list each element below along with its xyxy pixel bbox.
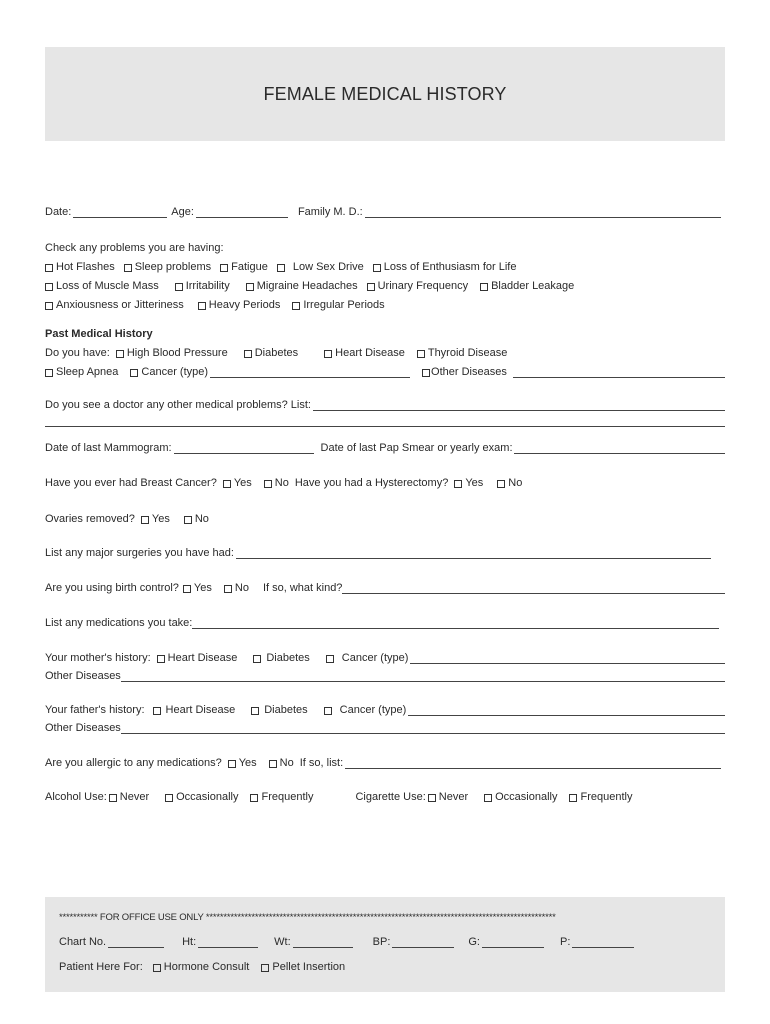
- breast-cancer-question: Have you ever had Breast Cancer?: [45, 477, 217, 489]
- bp-field[interactable]: [392, 936, 454, 948]
- checkbox-mother-cancer[interactable]: Cancer (type): [326, 651, 409, 666]
- checkbox-ovaries-yes[interactable]: Yes: [141, 512, 170, 527]
- checkbox-thyroid-disease[interactable]: Thyroid Disease: [417, 346, 507, 361]
- checkbox-breast-cancer-no[interactable]: No: [264, 476, 289, 491]
- checkbox-icon[interactable]: [417, 350, 425, 358]
- checkbox-mother-heart-disease[interactable]: Heart Disease: [157, 651, 238, 666]
- checkbox-icon[interactable]: [183, 585, 191, 593]
- pap-date-field[interactable]: [514, 442, 725, 454]
- checkbox-icon[interactable]: [261, 964, 269, 972]
- checkbox-icon[interactable]: [326, 655, 334, 663]
- mother-history-label: Your mother's history:: [45, 652, 151, 664]
- checkbox-icon[interactable]: [269, 760, 277, 768]
- mother-history-row: [45, 651, 725, 666]
- checkbox-bladder-leakage[interactable]: Bladder Leakage: [480, 279, 574, 294]
- checkbox-low-sex-drive[interactable]: Low Sex Drive: [277, 260, 364, 275]
- checkbox-urinary-frequency[interactable]: Urinary Frequency: [367, 279, 468, 294]
- problems-prompt: Check any problems you are having:: [45, 242, 224, 254]
- checkbox-icon[interactable]: [45, 264, 53, 272]
- checkbox-icon[interactable]: [422, 369, 430, 377]
- checkbox-heavy-periods[interactable]: Heavy Periods: [198, 298, 281, 313]
- checkbox-icon[interactable]: [157, 655, 165, 663]
- checkbox-anxiousness[interactable]: Anxiousness or Jitteriness: [45, 298, 184, 313]
- checkbox-icon[interactable]: [324, 707, 332, 715]
- doctor-list-field[interactable]: [313, 399, 725, 411]
- mammogram-row: [45, 441, 725, 456]
- pap-label: Date of last Pap Smear or yearly exam:: [320, 442, 513, 454]
- ovaries-row: [45, 512, 725, 527]
- checkbox-icon[interactable]: [184, 516, 192, 524]
- father-other-row: [45, 721, 725, 736]
- age-field[interactable]: [196, 206, 288, 218]
- medications-field[interactable]: [192, 617, 719, 629]
- checkbox-loss-of-muscle-mass[interactable]: Loss of Muscle Mass: [45, 279, 159, 294]
- p-label: P:: [560, 936, 571, 948]
- ht-field[interactable]: [198, 936, 258, 948]
- past-row-2: [45, 365, 725, 380]
- checkbox-icon[interactable]: [175, 283, 183, 291]
- allergic-list-label: If so, list:: [299, 757, 344, 769]
- hysterectomy-question: Have you had a Hysterectomy?: [294, 477, 449, 489]
- age-label: Age:: [171, 206, 194, 218]
- surgeries-field[interactable]: [236, 547, 711, 559]
- checkbox-icon[interactable]: [220, 264, 228, 272]
- checkbox-icon[interactable]: [497, 480, 505, 488]
- wt-label: Wt:: [274, 936, 291, 948]
- office-use-box: [45, 897, 725, 992]
- medical-history-form: [45, 205, 725, 805]
- checkbox-allergic-yes[interactable]: Yes: [228, 756, 257, 771]
- checkbox-pellet-insertion[interactable]: Pellet Insertion: [261, 960, 345, 975]
- checkbox-other-diseases[interactable]: Other Diseases: [422, 365, 507, 380]
- checkbox-icon[interactable]: [480, 283, 488, 291]
- problems-row-2: [45, 279, 725, 294]
- checkbox-hysterectomy-no[interactable]: No: [497, 476, 522, 491]
- checkbox-icon[interactable]: [324, 350, 332, 358]
- birth-control-row: [45, 581, 725, 596]
- checkbox-sleep-apnea[interactable]: Sleep Apnea: [45, 365, 118, 380]
- mother-other-label: Other Diseases: [45, 670, 121, 682]
- ht-label: Ht:: [182, 936, 197, 948]
- checkbox-father-heart-disease[interactable]: Heart Disease: [153, 703, 236, 718]
- date-label: Date:: [45, 206, 72, 218]
- checkbox-icon[interactable]: [153, 707, 161, 715]
- checkbox-icon[interactable]: [292, 302, 300, 310]
- allergic-question: Are you allergic to any medications?: [45, 757, 222, 769]
- checkbox-fatigue[interactable]: Fatigue: [220, 260, 268, 275]
- checkbox-icon[interactable]: [569, 794, 577, 802]
- alcohol-cigarette-row: [45, 790, 725, 805]
- g-label: G:: [468, 936, 480, 948]
- checkbox-hormone-consult[interactable]: Hormone Consult: [153, 960, 250, 975]
- medications-label: List any medications you take:: [45, 617, 193, 629]
- breast-cancer-row: [45, 476, 725, 491]
- checkbox-high-blood-pressure[interactable]: High Blood Pressure: [116, 346, 228, 361]
- mammogram-date-field[interactable]: [174, 442, 314, 454]
- checkbox-icon[interactable]: [45, 302, 53, 310]
- do-you-have-label: Do you have:: [45, 347, 110, 359]
- office-use-header: *********** FOR OFFICE USE ONLY ****************************************************************************************************: [59, 912, 556, 923]
- checkbox-icon[interactable]: [109, 794, 117, 802]
- checkbox-icon[interactable]: [198, 302, 206, 310]
- chart-no-field[interactable]: [108, 936, 164, 948]
- mother-cancer-type-field[interactable]: [410, 652, 725, 664]
- checkbox-irritability[interactable]: Irritability: [175, 279, 230, 294]
- checkbox-alcohol-occasionally[interactable]: Occasionally: [165, 790, 238, 805]
- date-field[interactable]: [73, 206, 167, 218]
- p-field[interactable]: [572, 936, 634, 948]
- past-medical-heading: Past Medical History: [45, 328, 153, 340]
- medications-row: [45, 616, 725, 631]
- checkbox-breast-cancer-yes[interactable]: Yes: [223, 476, 252, 491]
- father-history-row: [45, 703, 725, 718]
- checkbox-icon[interactable]: [223, 480, 231, 488]
- checkbox-icon[interactable]: [251, 707, 259, 715]
- checkbox-father-diabetes[interactable]: Diabetes: [251, 703, 307, 718]
- checkbox-icon[interactable]: [228, 760, 236, 768]
- problems-prompt-row: [45, 241, 725, 256]
- doctor-list-field-2[interactable]: [45, 415, 725, 427]
- checkbox-icon[interactable]: [224, 585, 232, 593]
- checkbox-cigarette-never[interactable]: Never: [428, 790, 468, 805]
- checkbox-icon[interactable]: [428, 794, 436, 802]
- father-other-field[interactable]: [121, 722, 725, 734]
- father-history-label: Your father's history:: [45, 704, 145, 716]
- checkbox-icon[interactable]: [153, 964, 161, 972]
- checkbox-icon[interactable]: [253, 655, 261, 663]
- checkbox-irregular-periods[interactable]: Irregular Periods: [292, 298, 384, 313]
- surgeries-row: [45, 546, 725, 561]
- checkbox-icon[interactable]: [277, 264, 285, 272]
- other-diseases-field[interactable]: [513, 366, 725, 378]
- problems-row-3: [45, 298, 725, 313]
- form-header: [45, 47, 725, 141]
- checkbox-diabetes[interactable]: Diabetes: [244, 346, 298, 361]
- checkbox-allergic-no[interactable]: No: [269, 756, 294, 771]
- checkbox-icon[interactable]: [244, 350, 252, 358]
- checkbox-alcohol-frequently[interactable]: Frequently: [250, 790, 313, 805]
- page-title: FEMALE MEDICAL HISTORY: [263, 83, 507, 104]
- checkbox-icon[interactable]: [141, 516, 149, 524]
- checkbox-hot-flashes[interactable]: Hot Flashes: [45, 260, 115, 275]
- cigarette-label: Cigarette Use:: [355, 791, 426, 803]
- checkbox-icon[interactable]: [45, 369, 53, 377]
- checkbox-hysterectomy-yes[interactable]: Yes: [454, 476, 483, 491]
- checkbox-icon[interactable]: [264, 480, 272, 488]
- family-md-field[interactable]: [365, 206, 721, 218]
- office-header-row: [59, 910, 711, 925]
- ovaries-question: Ovaries removed?: [45, 513, 135, 525]
- checkbox-father-cancer[interactable]: Cancer (type): [324, 703, 407, 718]
- past-row-1: [45, 346, 725, 361]
- checkbox-heart-disease[interactable]: Heart Disease: [324, 346, 405, 361]
- doctor-question: Do you see a doctor any other medical problems? List:: [45, 399, 311, 411]
- checkbox-migraine-headaches[interactable]: Migraine Headaches: [246, 279, 358, 294]
- checkbox-sleep-problems[interactable]: Sleep problems: [124, 260, 211, 275]
- problems-row-1: [45, 260, 725, 275]
- g-field[interactable]: [482, 936, 544, 948]
- checkbox-icon[interactable]: [454, 480, 462, 488]
- checkbox-cancer[interactable]: Cancer (type): [130, 365, 208, 380]
- father-cancer-type-field[interactable]: [408, 704, 725, 716]
- checkbox-ovaries-no[interactable]: No: [184, 512, 209, 527]
- allergic-row: [45, 756, 725, 771]
- office-here-for-row: [59, 960, 711, 975]
- checkbox-icon[interactable]: [45, 283, 53, 291]
- surgeries-label: List any major surgeries you have had:: [45, 547, 234, 559]
- birth-control-question: Are you using birth control?: [45, 582, 179, 594]
- checkbox-cigarette-frequently[interactable]: Frequently: [569, 790, 632, 805]
- checkbox-icon[interactable]: [367, 283, 375, 291]
- chart-no-label: Chart No.: [59, 936, 107, 948]
- doctor-question-row: [45, 398, 725, 413]
- alcohol-label: Alcohol Use:: [45, 791, 107, 803]
- bp-label: BP:: [372, 936, 391, 948]
- checkbox-icon[interactable]: [130, 369, 138, 377]
- past-heading-row: [45, 327, 725, 342]
- mother-other-row: [45, 669, 725, 684]
- father-other-label: Other Diseases: [45, 722, 121, 734]
- family-md-label: Family M. D.:: [297, 206, 363, 218]
- mammogram-label: Date of last Mammogram:: [45, 442, 172, 454]
- checkbox-icon[interactable]: [250, 794, 258, 802]
- here-for-label: Patient Here For:: [59, 961, 143, 973]
- checkbox-cigarette-occasionally[interactable]: Occasionally: [484, 790, 557, 805]
- checkbox-mother-diabetes[interactable]: Diabetes: [253, 651, 309, 666]
- checkbox-icon[interactable]: [165, 794, 173, 802]
- checkbox-birth-control-no[interactable]: No: [224, 581, 249, 596]
- birth-control-kind-field[interactable]: [342, 582, 725, 594]
- cancer-type-field[interactable]: [210, 366, 410, 378]
- checkbox-icon[interactable]: [116, 350, 124, 358]
- wt-field[interactable]: [293, 936, 353, 948]
- checkbox-icon[interactable]: [373, 264, 381, 272]
- checkbox-icon[interactable]: [484, 794, 492, 802]
- allergic-list-field[interactable]: [345, 757, 721, 769]
- checkbox-icon[interactable]: [124, 264, 132, 272]
- birth-control-kind-label: If so, what kind?: [262, 582, 343, 594]
- checkbox-birth-control-yes[interactable]: Yes: [183, 581, 212, 596]
- checkbox-loss-of-enthusiasm[interactable]: Loss of Enthusiasm for Life: [373, 260, 517, 275]
- office-vitals-row: [59, 935, 711, 950]
- checkbox-icon[interactable]: [246, 283, 254, 291]
- top-row: [45, 205, 725, 220]
- mother-other-field[interactable]: [121, 670, 725, 682]
- checkbox-alcohol-never[interactable]: Never: [109, 790, 149, 805]
